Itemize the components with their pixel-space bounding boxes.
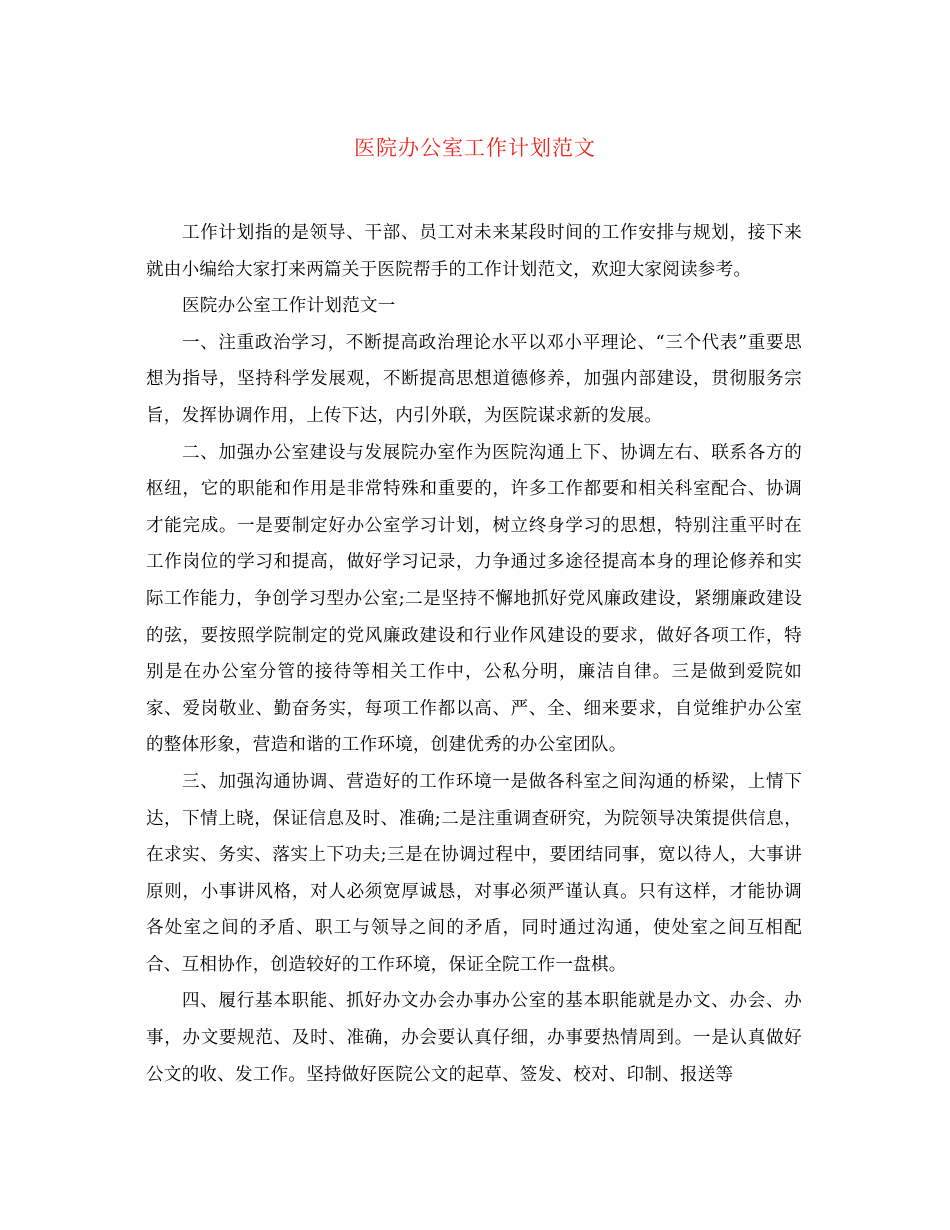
paragraph-subtitle: 医院办公室工作计划范文一: [182, 296, 396, 317]
document-body: [146, 215, 802, 1093]
paragraph-intro: 工作计划指的是领导、干部、员工对未来某段时间的工作安排与规划，接下来就由小编给大家打来两篇关于医院帮手的工作计划范文，欢迎大家阅读参考。: [146, 223, 802, 280]
paragraph-section-2: 二、加强办公室建设与发展院办室作为医院沟通上下、协调左右、联系各方的枢纽，它的职能和作用是非常特殊和重要的，许多工作都要和相关科室配合、协调才能完成。一是要制定好办公室学习计划，树立终身学习的思想，特别注重平时在工作岗位的学习和提高，做好学习记录，力争通过多途径提高本身的理论修养和实际工作能力，争创学习型办公室;二是坚持不懈地抓好党风廉政建设，紧绷廉政建设的弦，要按照学院制定的党风廉政建设和行业作风建设的要求，做好各项工作，特别是在办公室分管的接待等相关工作中，公私分明，廉洁自律。三是做到爱院如家、爱岗敬业、勤奋务实，每项工作都以高、严、全、细来要求，自觉维护办公室的整体形象，营造和谐的工作环境，创建优秀的办公室团队。: [146, 442, 802, 756]
paragraph-section-3: 三、加强沟通协调、营造好的工作环境一是做各科室之间沟通的桥梁，上情下达，下情上晓，保证信息及时、准确;二是注重调查研究，为院领导决策提供信息，在求实、务实、落实上下功夫;三是在协调过程中，要团结同事，宽以待人，大事讲原则，小事讲风格，对人必须宽厚诚恳，对事必须严谨认真。只有这样，才能协调各处室之间的矛盾、职工与领导之间的矛盾，同时通过沟通，使处室之间互相配合、互相协作，创造较好的工作环境，保证全院工作一盘棋。: [146, 771, 802, 975]
paragraph-section-1: 一、注重政治学习，不断提高政治理论水平以邓小平理论、“三个代表”重要思想为指导，坚持科学发展观，不断提高思想道德修养，加强内部建设，贯彻服务宗旨，发挥协调作用，上传下达，内引外联，为医院谋求新的发展。: [146, 332, 802, 426]
document-title: 医院办公室工作计划范文: [354, 136, 596, 160]
paragraph-section-4: 四、履行基本职能、抓好办文办会办事办公室的基本职能就是办文、办会、办事，办文要规范、及时、准确，办会要认真仔细，办事要热情周到。一是认真做好公文的收、发工作。坚持做好医院公文的起草、签发、校对、印制、报送等: [146, 991, 802, 1085]
